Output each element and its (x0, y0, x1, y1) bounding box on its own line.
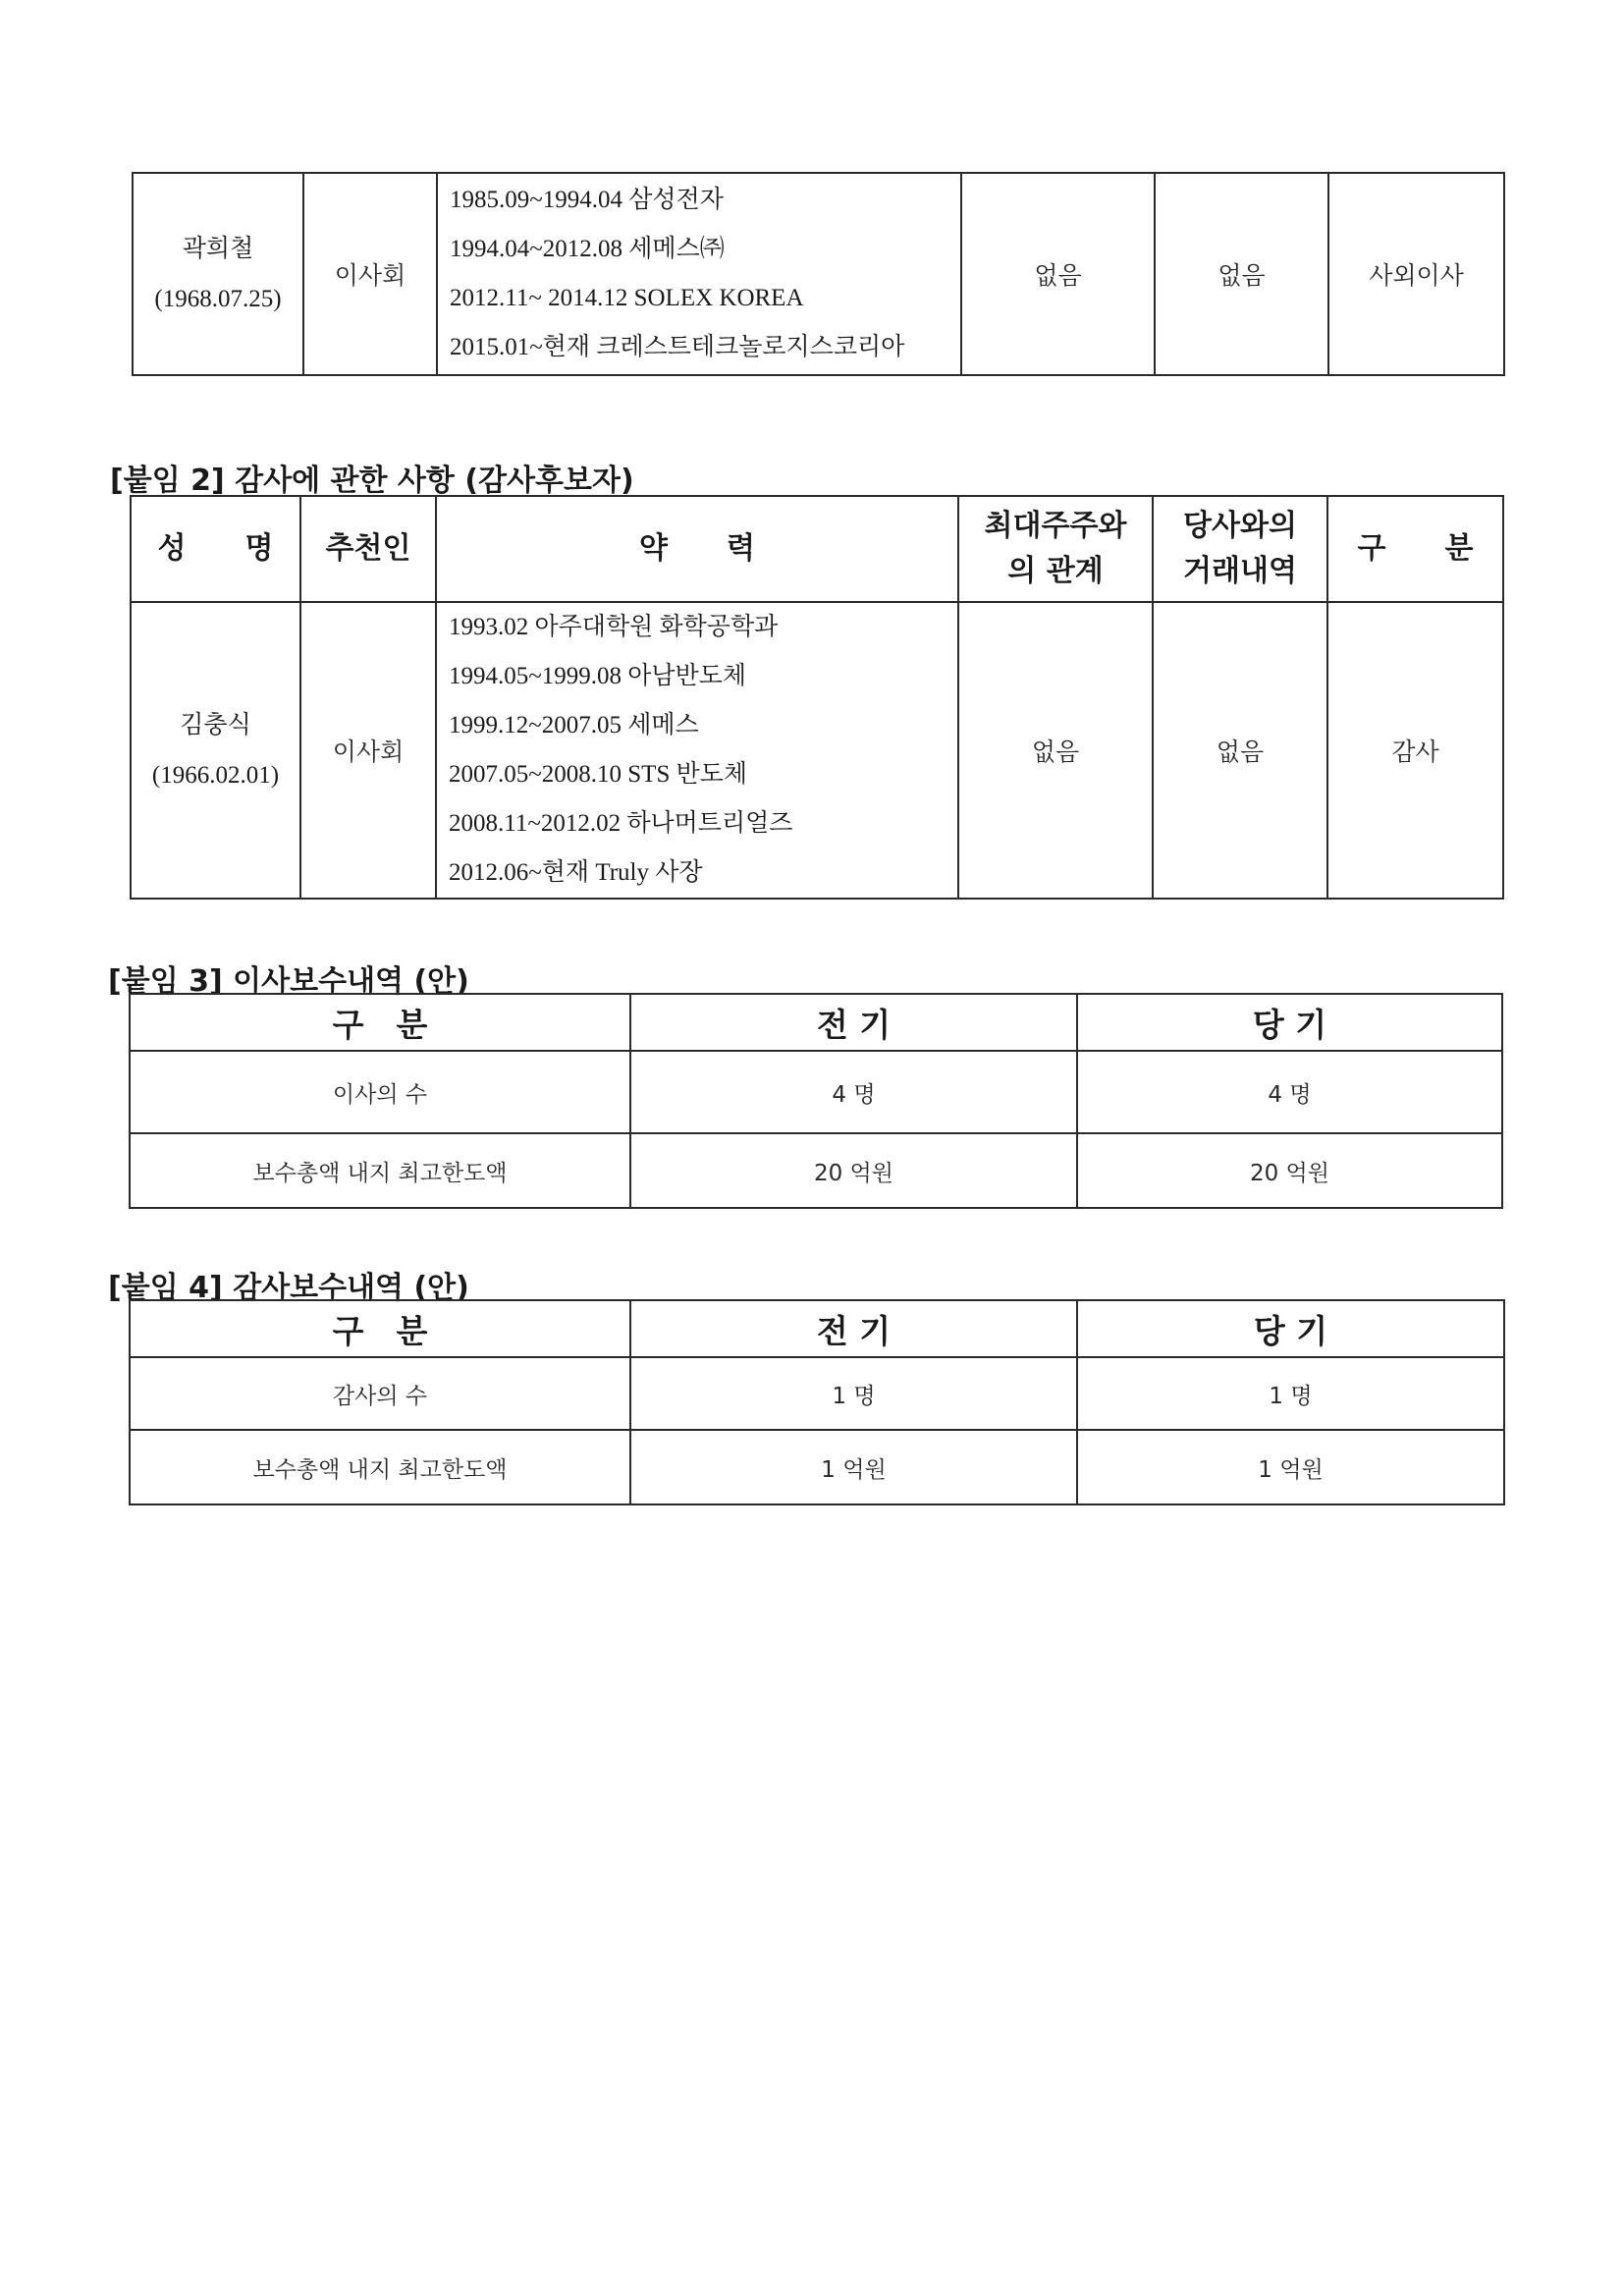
auditor-name: 김충식 (180, 710, 251, 738)
comp-row-label: 보수총액 내지 최고한도액 (130, 1430, 630, 1504)
career-cell (437, 173, 961, 375)
comp-row-current: 1 명 (1077, 1357, 1504, 1430)
header-career: 약 력 (436, 496, 958, 602)
career-line: 2015.01~현재 크레스트테크놀로지스코리아 (450, 334, 905, 360)
header-transactions-line1: 당사와의 (1183, 509, 1297, 543)
candidate-birth: (1968.07.25) (154, 286, 282, 312)
auditor-birth: (1966.02.01) (151, 762, 280, 789)
career-line: 1993.02 아주대학원 화학공학과 (449, 614, 779, 640)
auditor-recommender-cell: 이사회 (300, 602, 436, 899)
header-relation-line2: 의 관계 (1007, 554, 1104, 588)
auditor-transactions-cell: 없음 (1153, 602, 1327, 899)
comp-header-category: 구 분 (130, 994, 630, 1051)
recommender-cell: 이사회 (303, 173, 437, 375)
comp-row-current: 1 억원 (1077, 1430, 1504, 1504)
comp-header-previous: 전 기 (630, 994, 1077, 1051)
career-line: 2012.06~현재 Truly 사장 (449, 859, 703, 886)
director-candidate-table (132, 172, 1505, 376)
section-4-title: [붙임 4] 감사보수내역 (안) (108, 1271, 469, 1305)
career-line: 1994.05~1999.08 아남반도체 (449, 663, 747, 689)
auditor-candidate-table (130, 495, 1504, 900)
auditor-category-cell: 감사 (1327, 602, 1503, 899)
header-relation-line1: 최대주주와 (984, 509, 1127, 543)
candidate-name: 곽희철 (182, 234, 254, 262)
candidate-name-cell (133, 173, 303, 375)
comp-row-label: 감사의 수 (130, 1357, 630, 1430)
career-line: 2008.11~2012.02 하나머트리얼즈 (449, 810, 793, 837)
comp-header-current: 당 기 (1077, 1300, 1504, 1357)
career-line: 1985.09~1994.04 삼성전자 (450, 187, 724, 213)
comp-header-current: 당 기 (1077, 994, 1502, 1051)
career-line: 1994.04~2012.08 세메스㈜ (450, 236, 725, 262)
career-line: 2007.05~2008.10 STS 반도체 (449, 761, 748, 788)
header-category: 구 분 (1327, 496, 1503, 602)
comp-row-previous: 4 명 (630, 1051, 1077, 1133)
auditor-career-cell (436, 602, 958, 899)
comp-row-label: 이사의 수 (130, 1051, 630, 1133)
header-name: 성 명 (131, 496, 300, 602)
auditor-relation-cell: 없음 (958, 602, 1153, 899)
career-line: 2012.11~ 2014.12 SOLEX KOREA (450, 285, 804, 311)
auditor-compensation-table (129, 1299, 1505, 1505)
comp-row-previous: 1 명 (630, 1357, 1077, 1430)
comp-header-category: 구 분 (130, 1300, 630, 1357)
transactions-cell: 없음 (1155, 173, 1328, 375)
header-transactions-line2: 거래내역 (1183, 554, 1297, 588)
section-3-title: [붙임 3] 이사보수내역 (안) (108, 964, 469, 999)
director-compensation-table (129, 993, 1503, 1209)
comp-header-previous: 전 기 (630, 1300, 1077, 1357)
comp-row-label: 보수총액 내지 최고한도액 (130, 1133, 630, 1208)
comp-row-previous: 1 억원 (630, 1430, 1077, 1504)
header-relation (958, 496, 1153, 602)
career-line: 1999.12~2007.05 세메스 (449, 712, 699, 738)
comp-row-current: 4 명 (1077, 1051, 1502, 1133)
category-cell: 사외이사 (1328, 173, 1504, 375)
comp-row-previous: 20 억원 (630, 1133, 1077, 1208)
relation-cell: 없음 (961, 173, 1155, 375)
comp-row-current: 20 억원 (1077, 1133, 1502, 1208)
header-transactions (1153, 496, 1327, 602)
auditor-name-cell (131, 602, 300, 899)
section-2-title: [붙임 2] 감사에 관한 사항 (감사후보자) (110, 464, 634, 498)
header-recommender: 추천인 (300, 496, 436, 602)
